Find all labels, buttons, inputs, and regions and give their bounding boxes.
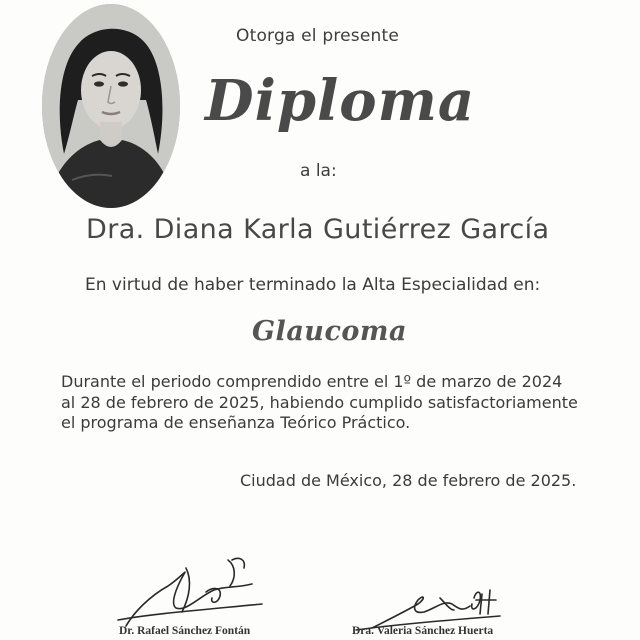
recipient-name: Dra. Diana Karla Gutiérrez García: [86, 214, 550, 245]
to-label: a la:: [300, 161, 337, 181]
place-date: Ciudad de México, 28 de febrero de 2025.: [240, 471, 577, 490]
signatory-name-1: Dr. Rafael Sánchez Fontán: [119, 625, 251, 637]
reason-text: En virtud de haber terminado la Alta Especialidad en:: [85, 275, 541, 295]
diploma-title: Diploma: [205, 68, 476, 134]
signature-1: [118, 558, 262, 626]
period-text: Durante el periodo comprendido entre el 1º de marzo de 2024 al 28 de febrero de 2025, habiendo cumplido satisfactoriamente el programa de enseñanza Teórico Práctico.: [61, 372, 578, 432]
signatory-name-2: Dra. Valeria Sánchez Huerta: [352, 625, 494, 637]
signature-2: [356, 590, 500, 630]
intro-text: Otorga el presente: [236, 26, 400, 46]
specialty-name: Glaucoma: [252, 316, 407, 347]
